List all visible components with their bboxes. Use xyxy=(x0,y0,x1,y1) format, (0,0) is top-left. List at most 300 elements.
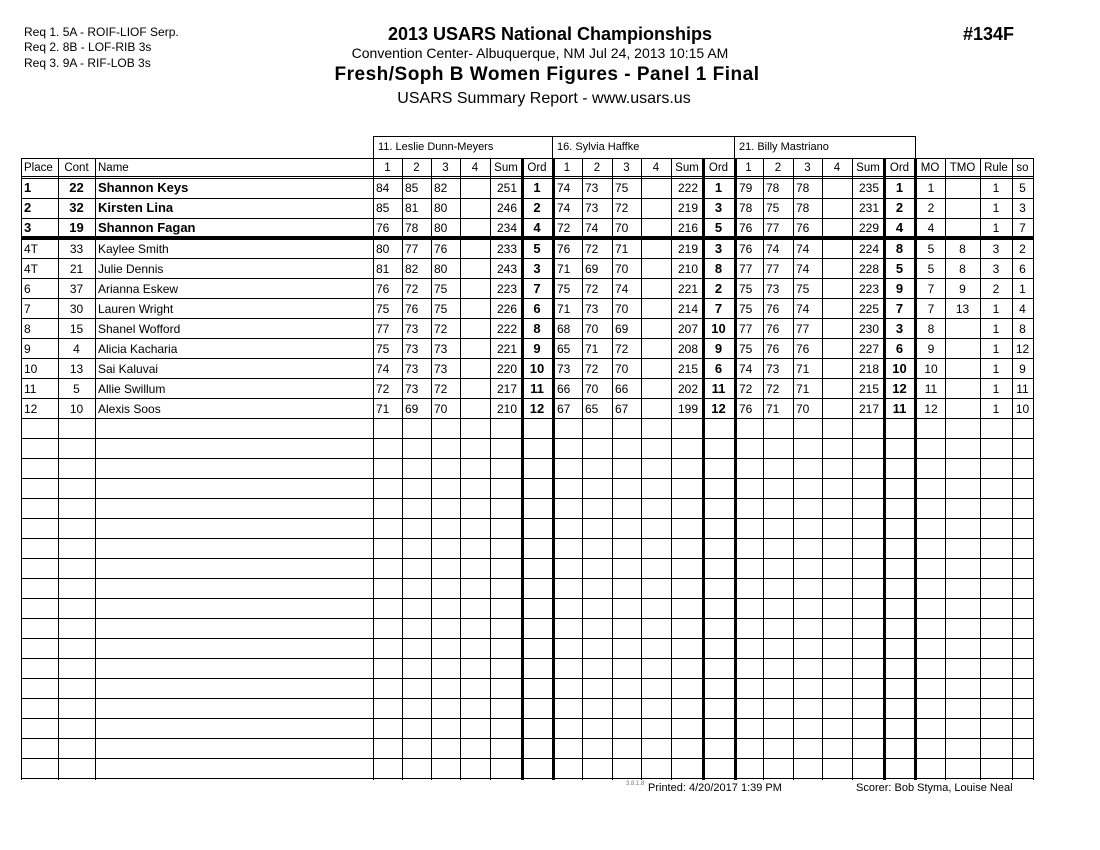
judge-1-score-2-cell: 82 xyxy=(405,262,419,276)
judge-3-score-2-cell: 72 xyxy=(766,382,780,396)
judge-1-ordinal-cell: 1 xyxy=(533,180,541,195)
judge-1-ordinal-cell: 11 xyxy=(530,381,544,396)
judge-3-score-3-cell: 76 xyxy=(796,342,810,356)
rule-cell: 1 xyxy=(992,181,1000,195)
judge-1-score-sum-cell: 251 xyxy=(496,181,517,195)
judge-1-score-4-cell xyxy=(460,260,490,278)
judge-1-score-sum-cell: 217 xyxy=(496,382,517,396)
judge-1-score-3-cell: 80 xyxy=(434,221,448,235)
majority-ordinal-cell: 11 xyxy=(924,382,938,396)
judge-2-score-4-cell xyxy=(641,400,671,418)
judge-2-score-sum-cell: 215 xyxy=(677,362,698,376)
judge-2-ordinal-cell: 11 xyxy=(711,381,726,396)
requirement-2: Req 2. 8B - LOF-RIB 3s xyxy=(24,40,152,54)
judge-1-score-1-cell: 74 xyxy=(376,362,390,376)
judge-3-score-2-cell: 75 xyxy=(766,201,780,215)
judge-2-score-4-cell xyxy=(641,380,671,398)
judge-1-score-2-cell: 81 xyxy=(405,201,419,215)
total-majority-ordinal-cell xyxy=(945,219,980,237)
judge-2-ordinal-cell: 7 xyxy=(714,301,723,316)
judge-2-score-sum-cell: 199 xyxy=(677,402,698,416)
judge-header-3: 21. Billy Mastriano xyxy=(734,136,916,158)
judge-3-score-2-cell: 78 xyxy=(766,181,780,195)
judge-3-score-sum-cell: 218 xyxy=(858,362,879,376)
judge-1-ordinal-cell: 5 xyxy=(533,241,541,256)
judge-3-score-4-cell xyxy=(822,260,852,278)
judge-3-score-sum-cell: 217 xyxy=(858,402,879,416)
contestant-number-cell: 33 xyxy=(69,242,84,256)
place-cell: 4T xyxy=(24,262,39,276)
skater-name-cell: Alexis Soos xyxy=(98,402,161,416)
place-cell: 3 xyxy=(24,220,32,235)
skater-name-cell: Shanel Wofford xyxy=(98,322,181,336)
judge-2-score-sum-cell: 207 xyxy=(677,322,698,336)
judge-1-score-3-cell: 73 xyxy=(434,362,448,376)
judge-2-score-3-cell: 70 xyxy=(615,221,629,235)
majority-ordinal-cell: 8 xyxy=(927,322,935,336)
judge-2-ordinal-cell: 2 xyxy=(714,281,723,296)
judge-1-score-2-cell: 77 xyxy=(405,242,419,256)
judge-1-score-3-cell: 80 xyxy=(434,201,448,215)
skater-name-cell: Shannon Fagan xyxy=(98,220,196,235)
judge-2-score-sum-cell: 210 xyxy=(677,262,698,276)
judge-1-score-2-cell: 73 xyxy=(405,342,419,356)
judge-2-score-sum-cell: 202 xyxy=(677,382,698,396)
judge-3-score-4-cell xyxy=(822,199,852,217)
column-header-j1-2: 2 xyxy=(413,162,420,174)
judge-1-score-1-cell: 77 xyxy=(376,322,390,336)
rule-cell: 1 xyxy=(992,402,1000,416)
rule-cell: 1 xyxy=(992,342,1000,356)
judge-2-score-1-cell: 65 xyxy=(557,342,571,356)
column-header-j2-3: 3 xyxy=(623,162,630,174)
judge-2-score-2-cell: 73 xyxy=(585,201,599,215)
place-cell: 1 xyxy=(24,180,32,195)
judge-2-score-2-cell: 70 xyxy=(585,322,599,336)
rule-cell: 3 xyxy=(992,262,1000,276)
judge-2-score-3-cell: 74 xyxy=(615,282,629,296)
requirement-1: Req 1. 5A - ROIF-LIOF Serp. xyxy=(24,25,179,39)
judge-1-score-sum-cell: 243 xyxy=(496,262,517,276)
judge-1-score-4-cell xyxy=(460,340,490,358)
judge-1-score-4-cell xyxy=(460,380,490,398)
judge-1-score-4-cell xyxy=(460,280,490,298)
judge-3-score-2-cell: 71 xyxy=(766,402,780,416)
judge-1-score-3-cell: 80 xyxy=(434,262,448,276)
judge-1-score-2-cell: 73 xyxy=(405,382,419,396)
judge-1-score-4-cell xyxy=(460,179,490,197)
judge-3-score-2-cell: 76 xyxy=(766,302,780,316)
judge-3-ordinal-cell: 4 xyxy=(895,220,904,235)
judge-3-score-3-cell: 74 xyxy=(796,262,810,276)
judge-1-score-3-cell: 72 xyxy=(434,322,448,336)
judge-1-score-1-cell: 72 xyxy=(376,382,390,396)
judge-3-score-3-cell: 74 xyxy=(796,302,810,316)
judge-1-score-3-cell: 72 xyxy=(434,382,448,396)
judge-2-score-3-cell: 70 xyxy=(615,362,629,376)
report-subtitle: USARS Summary Report - www.usars.us xyxy=(397,90,691,107)
judge-3-ordinal-cell: 9 xyxy=(895,281,904,296)
judge-3-score-4-cell xyxy=(822,320,852,338)
judge-3-score-1-cell: 76 xyxy=(739,221,753,235)
total-majority-ordinal-cell xyxy=(945,380,980,398)
judge-2-score-sum-cell: 219 xyxy=(677,201,698,215)
judge-3-score-1-cell: 76 xyxy=(739,402,753,416)
rule-cell: 1 xyxy=(992,322,1000,336)
judge-2-score-sum-cell: 214 xyxy=(677,302,698,316)
sum-of-ordinals-cell: 7 xyxy=(1019,221,1026,235)
rule-cell: 1 xyxy=(992,302,1000,316)
sum-of-ordinals-cell: 8 xyxy=(1019,322,1026,336)
sum-of-ordinals-cell: 6 xyxy=(1019,262,1026,276)
contestant-number-cell: 10 xyxy=(69,402,84,416)
judge-3-score-3-cell: 75 xyxy=(796,282,810,296)
skater-name-cell: Shannon Keys xyxy=(98,180,189,195)
place-cell: 6 xyxy=(24,282,31,296)
rule-cell: 1 xyxy=(992,201,1000,215)
judge-2-score-4-cell xyxy=(641,199,671,217)
judge-3-score-2-cell: 77 xyxy=(766,262,780,276)
judge-3-score-2-cell: 76 xyxy=(766,322,780,336)
place-cell: 9 xyxy=(24,342,31,356)
judge-2-score-4-cell xyxy=(641,280,671,298)
sum-of-ordinals-cell: 5 xyxy=(1019,181,1026,195)
column-header-j3-ord: Ord xyxy=(889,162,910,174)
judge-3-score-sum-cell: 229 xyxy=(858,221,879,235)
judge-2-score-1-cell: 74 xyxy=(557,181,571,195)
judge-2-score-4-cell xyxy=(641,260,671,278)
judge-1-score-1-cell: 75 xyxy=(376,302,390,316)
judge-3-score-1-cell: 77 xyxy=(739,262,753,276)
judge-2-ordinal-cell: 3 xyxy=(714,241,723,256)
document-id: #134F xyxy=(963,24,1015,44)
majority-ordinal-cell: 7 xyxy=(927,302,935,316)
judge-2-score-sum-cell: 216 xyxy=(677,221,698,235)
judge-3-score-3-cell: 71 xyxy=(796,362,810,376)
judge-3-score-4-cell xyxy=(822,380,852,398)
judge-3-score-3-cell: 74 xyxy=(796,242,810,256)
judge-3-score-1-cell: 77 xyxy=(739,322,753,336)
judge-1-ordinal-cell: 12 xyxy=(529,401,545,416)
column-header-j2-4: 4 xyxy=(652,162,660,174)
judge-3-score-sum-cell: 225 xyxy=(858,302,879,316)
rule-cell: 1 xyxy=(992,382,1000,396)
judge-3-score-3-cell: 71 xyxy=(796,382,810,396)
majority-ordinal-cell: 1 xyxy=(927,181,935,195)
judge-1-score-sum-cell: 223 xyxy=(496,282,517,296)
contestant-number-cell: 22 xyxy=(69,180,84,195)
majority-ordinal-cell: 12 xyxy=(924,402,938,416)
judge-3-score-4-cell xyxy=(822,400,852,418)
judge-2-score-sum-cell: 219 xyxy=(677,242,698,256)
judge-2-ordinal-cell: 6 xyxy=(714,361,723,376)
judge-1-ordinal-cell: 8 xyxy=(533,321,541,336)
judge-2-score-sum-cell: 221 xyxy=(677,282,698,296)
judge-3-score-sum-cell: 231 xyxy=(858,201,879,215)
judge-1-score-2-cell: 69 xyxy=(405,402,419,416)
skater-name-cell: Alicia Kacharia xyxy=(98,342,178,356)
judge-3-score-4-cell xyxy=(822,340,852,358)
judge-2-score-1-cell: 68 xyxy=(557,322,571,336)
report-title: 2013 USARS National Championships xyxy=(387,24,713,44)
majority-ordinal-cell: 9 xyxy=(927,342,935,356)
judge-3-score-1-cell: 79 xyxy=(739,181,753,195)
judge-3-score-1-cell: 76 xyxy=(739,242,753,256)
majority-ordinal-cell: 4 xyxy=(927,221,935,235)
judge-2-score-4-cell xyxy=(641,219,671,237)
judge-3-score-2-cell: 74 xyxy=(766,242,780,256)
column-header-j2-1: 1 xyxy=(563,162,571,174)
judge-1-score-2-cell: 85 xyxy=(405,181,419,195)
judge-1-score-1-cell: 85 xyxy=(376,201,390,215)
column-header-j2-sum: Sum xyxy=(675,162,699,174)
judge-1-score-2-cell: 73 xyxy=(405,322,419,336)
judge-1-ordinal-cell: 7 xyxy=(533,281,541,296)
judge-2-ordinal-cell: 8 xyxy=(714,261,723,276)
judge-3-ordinal-cell: 1 xyxy=(895,180,904,195)
judge-1-score-3-cell: 76 xyxy=(434,242,448,256)
event-name: Fresh/Soph B Women Figures - Panel 1 Final xyxy=(334,64,760,85)
total-majority-ordinal-cell xyxy=(945,320,980,338)
scorer-names: Scorer: Bob Styma, Louise Neal xyxy=(856,782,1013,794)
judge-1-score-sum-cell: 246 xyxy=(496,201,517,215)
judge-1-score-1-cell: 84 xyxy=(376,181,390,195)
rule-cell: 2 xyxy=(992,282,1000,296)
judge-3-score-sum-cell: 215 xyxy=(858,382,879,396)
judge-1-score-sum-cell: 233 xyxy=(496,242,517,256)
judge-2-score-4-cell xyxy=(641,179,671,197)
judge-1-ordinal-cell: 10 xyxy=(529,361,545,376)
judge-2-score-1-cell: 74 xyxy=(557,201,571,215)
printed-timestamp: Printed: 4/20/2017 1:39 PM xyxy=(648,782,782,794)
skater-name-cell: Kaylee Smith xyxy=(98,242,169,256)
judge-2-score-1-cell: 72 xyxy=(557,221,571,235)
majority-ordinal-cell: 7 xyxy=(927,282,935,296)
total-majority-ordinal-cell: 13 xyxy=(955,302,970,316)
contestant-number-cell: 37 xyxy=(69,282,84,296)
contestant-number-cell: 5 xyxy=(73,382,80,396)
column-header-name: Name xyxy=(98,162,129,174)
total-majority-ordinal-cell xyxy=(945,340,980,358)
judge-2-score-3-cell: 72 xyxy=(615,342,629,356)
judge-3-score-2-cell: 77 xyxy=(766,221,780,235)
judge-1-ordinal-cell: 3 xyxy=(533,261,541,276)
place-cell: 12 xyxy=(24,402,38,416)
judge-2-score-2-cell: 74 xyxy=(585,221,599,235)
judge-3-score-sum-cell: 227 xyxy=(858,342,879,356)
grid-line xyxy=(1033,158,1034,780)
judge-3-score-4-cell xyxy=(822,360,852,378)
judge-2-ordinal-cell: 12 xyxy=(711,401,726,416)
skater-name-cell: Julie Dennis xyxy=(98,262,164,276)
place-cell: 2 xyxy=(24,200,32,215)
skater-name-cell: Allie Swillum xyxy=(98,382,166,396)
column-header-so: so xyxy=(1016,162,1029,174)
judge-3-score-2-cell: 73 xyxy=(766,282,780,296)
sum-of-ordinals-cell: 1 xyxy=(1019,282,1026,296)
place-cell: 10 xyxy=(24,362,38,376)
judge-2-ordinal-cell: 5 xyxy=(714,220,723,235)
column-header-j3-1: 1 xyxy=(745,162,752,174)
judge-3-score-4-cell xyxy=(822,179,852,197)
judge-3-score-1-cell: 74 xyxy=(739,362,753,376)
judge-2-score-3-cell: 75 xyxy=(615,181,629,195)
column-header-j1-ord: Ord xyxy=(527,162,547,174)
judge-3-score-sum-cell: 228 xyxy=(858,262,879,276)
column-header-mo: MO xyxy=(920,162,940,174)
total-majority-ordinal-cell xyxy=(945,179,980,197)
judge-2-score-2-cell: 71 xyxy=(585,342,599,356)
judge-3-score-3-cell: 77 xyxy=(796,322,810,336)
judge-3-ordinal-cell: 3 xyxy=(895,321,904,336)
judge-1-score-sum-cell: 210 xyxy=(496,402,517,416)
judge-2-score-1-cell: 66 xyxy=(557,382,571,396)
judge-2-ordinal-cell: 3 xyxy=(714,200,723,215)
judge-3-ordinal-cell: 2 xyxy=(895,200,904,215)
judge-1-score-1-cell: 81 xyxy=(376,262,390,276)
place-cell: 7 xyxy=(24,302,31,316)
judge-2-score-2-cell: 73 xyxy=(585,181,599,195)
skater-name-cell: Lauren Wright xyxy=(98,302,174,316)
judge-2-score-4-cell xyxy=(641,360,671,378)
majority-ordinal-cell: 2 xyxy=(927,201,935,215)
judge-1-score-1-cell: 71 xyxy=(376,402,390,416)
judge-3-score-3-cell: 76 xyxy=(796,221,810,235)
contestant-number-cell: 15 xyxy=(69,322,84,336)
place-cell: 4T xyxy=(24,242,39,256)
judge-2-score-2-cell: 72 xyxy=(585,242,599,256)
contestant-number-cell: 30 xyxy=(69,302,84,316)
judge-1-score-sum-cell: 234 xyxy=(496,221,517,235)
total-majority-ordinal-cell xyxy=(945,199,980,217)
rule-cell: 1 xyxy=(992,362,1000,376)
judge-2-score-2-cell: 72 xyxy=(585,282,599,296)
judge-1-score-2-cell: 78 xyxy=(405,221,419,235)
sum-of-ordinals-cell: 4 xyxy=(1019,302,1026,316)
judge-2-score-3-cell: 67 xyxy=(615,402,629,416)
judge-2-score-4-cell xyxy=(641,340,671,358)
judge-1-score-sum-cell: 221 xyxy=(496,342,517,356)
judge-3-score-4-cell xyxy=(822,219,852,237)
judge-3-ordinal-cell: 10 xyxy=(892,361,907,376)
majority-ordinal-cell: 5 xyxy=(927,242,935,256)
judge-1-ordinal-cell: 4 xyxy=(533,220,541,235)
judge-3-score-sum-cell: 223 xyxy=(858,282,879,296)
rule-cell: 1 xyxy=(992,221,1000,235)
judge-3-score-1-cell: 75 xyxy=(739,302,753,316)
judge-1-score-3-cell: 75 xyxy=(434,302,448,316)
judge-3-score-3-cell: 70 xyxy=(796,402,810,416)
judge-3-ordinal-cell: 6 xyxy=(895,341,904,356)
judge-2-ordinal-cell: 10 xyxy=(711,321,726,336)
judge-header-2: 16. Sylvia Haffke xyxy=(552,136,735,158)
judge-2-score-sum-cell: 222 xyxy=(677,181,698,195)
skater-name-cell: Sai Kaluvai xyxy=(98,362,159,376)
judge-2-score-2-cell: 69 xyxy=(585,262,599,276)
contestant-number-cell: 21 xyxy=(69,262,84,276)
judge-1-score-2-cell: 72 xyxy=(405,282,419,296)
contestant-number-cell: 4 xyxy=(73,342,80,356)
judge-2-score-1-cell: 71 xyxy=(557,302,571,316)
judge-2-score-1-cell: 71 xyxy=(557,262,571,276)
judge-1-score-3-cell: 73 xyxy=(434,342,448,356)
total-majority-ordinal-cell xyxy=(945,360,980,378)
judge-3-ordinal-cell: 12 xyxy=(892,381,907,396)
total-majority-ordinal-cell: 8 xyxy=(959,262,966,276)
place-cell: 8 xyxy=(24,322,31,336)
judge-1-score-4-cell xyxy=(460,400,490,418)
judge-3-score-1-cell: 75 xyxy=(739,282,753,296)
judge-2-score-1-cell: 73 xyxy=(557,362,571,376)
column-header-place: Place xyxy=(24,162,53,174)
judge-2-score-2-cell: 73 xyxy=(585,302,599,316)
column-header-j1-1: 1 xyxy=(384,162,391,174)
column-header-j3-4: 4 xyxy=(833,162,841,174)
judge-3-score-sum-cell: 235 xyxy=(858,181,879,195)
judge-3-score-4-cell xyxy=(822,300,852,318)
total-majority-ordinal-cell: 9 xyxy=(959,282,966,296)
judge-1-score-1-cell: 76 xyxy=(376,282,390,296)
judge-1-score-4-cell xyxy=(460,219,490,237)
grid-line xyxy=(915,136,916,158)
judge-3-ordinal-cell: 5 xyxy=(895,261,904,276)
contestant-number-cell: 32 xyxy=(69,200,84,215)
sum-of-ordinals-cell: 10 xyxy=(1015,402,1030,416)
judge-1-score-3-cell: 70 xyxy=(434,402,448,416)
judge-2-score-2-cell: 65 xyxy=(585,402,599,416)
judge-2-score-1-cell: 75 xyxy=(557,282,571,296)
column-header-j2-2: 2 xyxy=(593,162,601,174)
judge-1-score-2-cell: 76 xyxy=(405,302,419,316)
judge-1-score-4-cell xyxy=(460,240,490,258)
judge-2-score-4-cell xyxy=(641,320,671,338)
judge-3-ordinal-cell: 11 xyxy=(892,401,907,416)
judge-1-score-sum-cell: 226 xyxy=(496,302,517,316)
sum-of-ordinals-cell: 2 xyxy=(1019,242,1026,256)
column-header-j1-4: 4 xyxy=(471,162,479,174)
total-majority-ordinal-cell: 8 xyxy=(959,242,966,256)
contestant-number-cell: 13 xyxy=(69,362,84,376)
judge-1-ordinal-cell: 2 xyxy=(533,200,541,215)
judge-3-score-1-cell: 75 xyxy=(739,342,753,356)
judge-2-score-4-cell xyxy=(641,300,671,318)
judge-1-score-4-cell xyxy=(460,300,490,318)
skater-name-cell: Kirsten Lina xyxy=(98,200,174,215)
judge-2-score-3-cell: 70 xyxy=(615,302,629,316)
judge-3-score-1-cell: 72 xyxy=(739,382,753,396)
judge-3-ordinal-cell: 8 xyxy=(895,241,904,256)
judge-3-score-2-cell: 76 xyxy=(766,342,780,356)
judge-2-score-2-cell: 70 xyxy=(585,382,599,396)
judge-2-score-3-cell: 71 xyxy=(615,242,629,256)
total-majority-ordinal-cell xyxy=(945,400,980,418)
judge-1-score-1-cell: 76 xyxy=(376,221,390,235)
judge-1-score-4-cell xyxy=(460,199,490,217)
column-header-j1-sum: Sum xyxy=(494,162,518,174)
column-header-j2-ord: Ord xyxy=(708,162,729,174)
judge-3-score-sum-cell: 224 xyxy=(858,242,879,256)
rule-cell: 3 xyxy=(992,242,1000,256)
judge-2-score-1-cell: 76 xyxy=(557,242,571,256)
judge-1-score-2-cell: 73 xyxy=(405,362,419,376)
judge-1-score-1-cell: 80 xyxy=(376,242,390,256)
judge-1-ordinal-cell: 6 xyxy=(533,301,541,316)
sum-of-ordinals-cell: 11 xyxy=(1016,382,1029,396)
judge-1-score-3-cell: 75 xyxy=(434,282,448,296)
version-label: 3.8.1.8 xyxy=(626,781,645,787)
judge-1-ordinal-cell: 9 xyxy=(533,341,541,356)
judge-3-score-sum-cell: 230 xyxy=(858,322,879,336)
